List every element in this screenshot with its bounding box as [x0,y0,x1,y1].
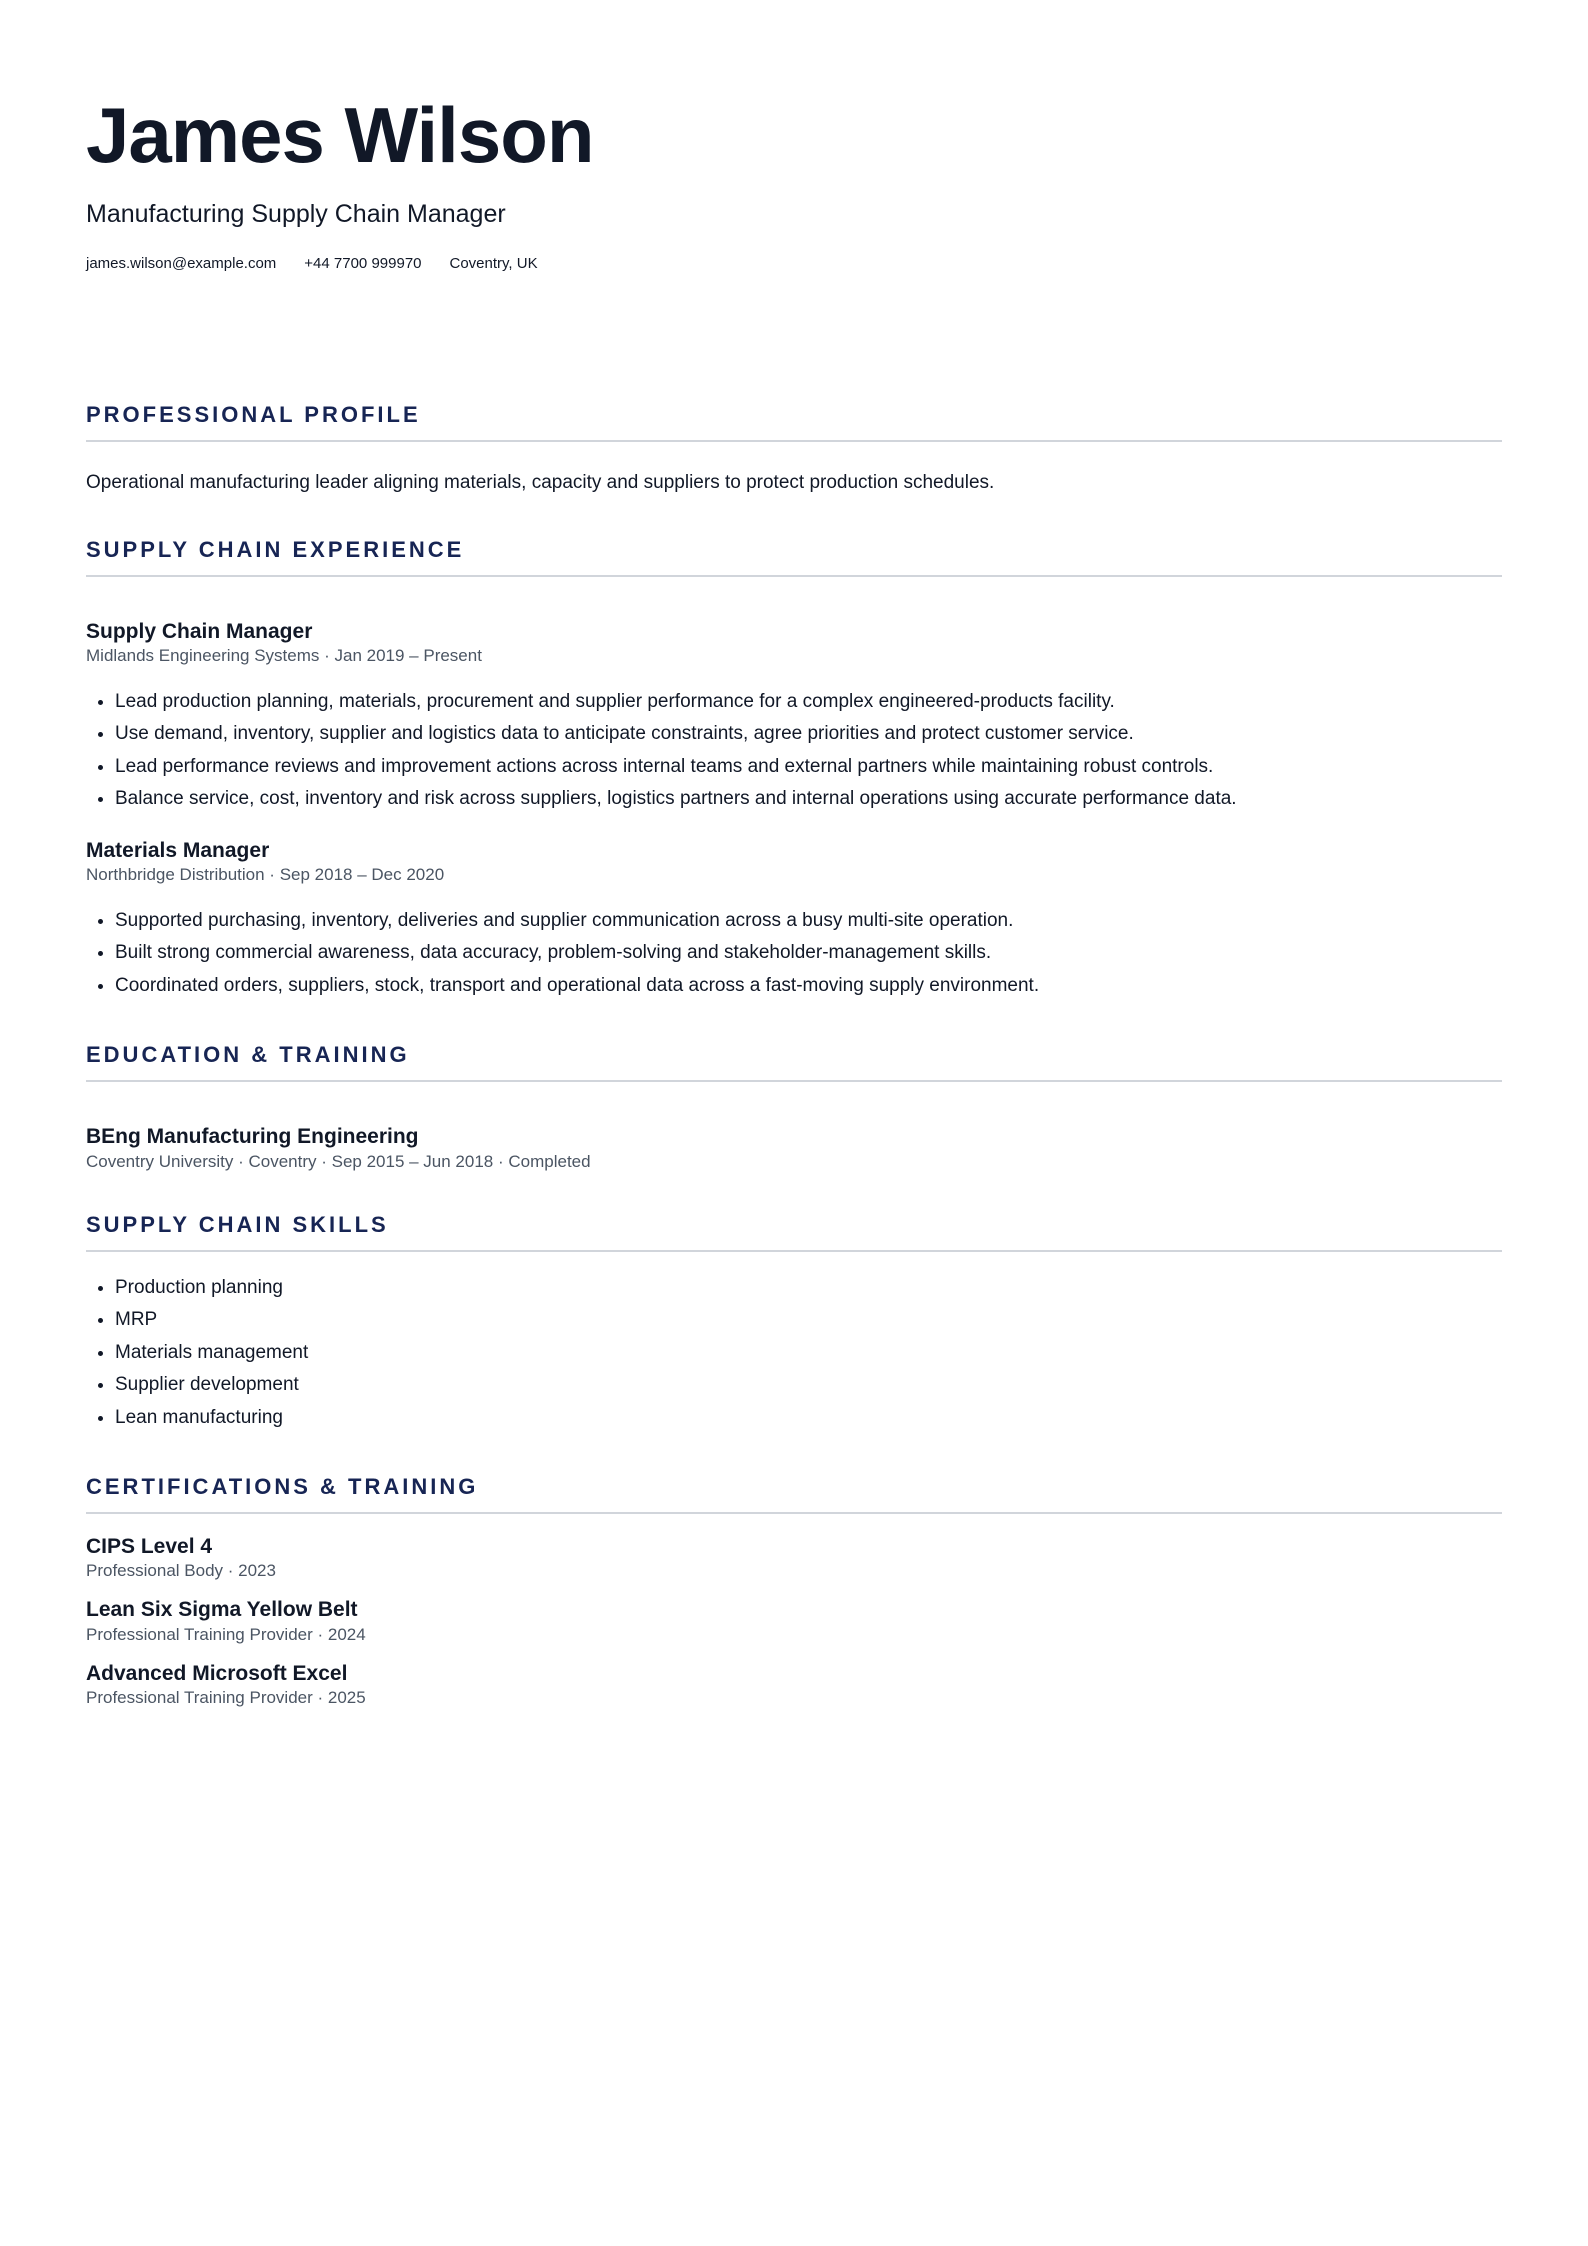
education-section [86,1042,1502,1171]
certification-entry [86,1534,1502,1581]
education-degree: BEng Manufacturing Engineering [86,1125,419,1149]
profile-section [86,402,1502,497]
profile-text: Operational manufacturing leader aligning materials, capacity and suppliers to protect production schedules. [86,472,995,493]
certification-name: Advanced Microsoft Excel [86,1661,348,1685]
resume-header [86,91,1502,272]
job-entry [86,619,1502,816]
contact-phone: +44 7700 999970 [304,255,422,272]
certification-entry [86,1597,1502,1644]
job-role: Materials Manager [86,838,270,862]
skills-heading: SUPPLY CHAIN SKILLS [86,1212,1502,1252]
job-bullet: • Coordinated orders, suppliers, stock, transport and operational data across a fast-moving supply environment. [115,970,1502,1003]
skills-section [86,1212,1502,1435]
certification-meta: Professional Body · 2023 [86,1561,276,1581]
job-meta: Midlands Engineering Systems · Jan 2019 – Present [86,645,482,665]
education-meta: Coventry University · Coventry · Sep 2015 – Jun 2018 · Completed [86,1151,591,1171]
job-entry [86,838,1502,1003]
education-heading: EDUCATION & TRAINING [86,1042,1502,1082]
job-bullet: • Lead performance reviews and improvement actions across internal teams and external partners while maintaining robust controls. [115,751,1502,784]
certification-entry [86,1661,1502,1708]
certifications-section [86,1474,1502,1708]
job-bullet: • Use demand, inventory, supplier and logistics data to anticipate constraints, agree priorities and protect customer service. [115,718,1502,751]
job-bullet: • Lead production planning, materials, procurement and supplier performance for a complex engineered-products facility. [115,686,1502,719]
skill-item: • Supplier development [115,1369,1502,1402]
job-bullet: • Built strong commercial awareness, data accuracy, problem-solving and stakeholder-management skills. [115,937,1502,970]
skill-item: • Materials management [115,1337,1502,1370]
education-entry [86,1124,1502,1171]
candidate-name: James Wilson [86,91,594,179]
contact-email: james.wilson@example.com [86,255,277,272]
candidate-headline: Manufacturing Supply Chain Manager [86,200,506,228]
skill-item: • MRP [115,1304,1502,1337]
skill-item: • Lean manufacturing [115,1402,1502,1435]
job-bullet: • Balance service, cost, inventory and risk across suppliers, logistics partners and internal operations using accurate performance data. [115,783,1502,816]
skills-list [86,1272,1502,1435]
job-bullets [86,686,1502,816]
certification-meta: Professional Training Provider · 2025 [86,1687,366,1707]
contact-line [86,255,1502,272]
certification-name: CIPS Level 4 [86,1535,213,1559]
certifications-heading: CERTIFICATIONS & TRAINING [86,1474,1502,1514]
job-meta: Northbridge Distribution · Sep 2018 – Dec 2020 [86,864,445,884]
job-bullets [86,905,1502,1003]
job-bullet: • Supported purchasing, inventory, deliveries and supplier communication across a busy multi-site operation. [115,905,1502,938]
experience-heading: SUPPLY CHAIN EXPERIENCE [86,537,1502,577]
certification-name: Lean Six Sigma Yellow Belt [86,1598,358,1622]
contact-location: Coventry, UK [449,255,538,272]
job-role: Supply Chain Manager [86,619,313,643]
experience-section [86,537,1502,1003]
profile-heading: PROFESSIONAL PROFILE [86,402,1502,442]
certification-meta: Professional Training Provider · 2024 [86,1624,366,1644]
skill-item: • Production planning [115,1272,1502,1305]
